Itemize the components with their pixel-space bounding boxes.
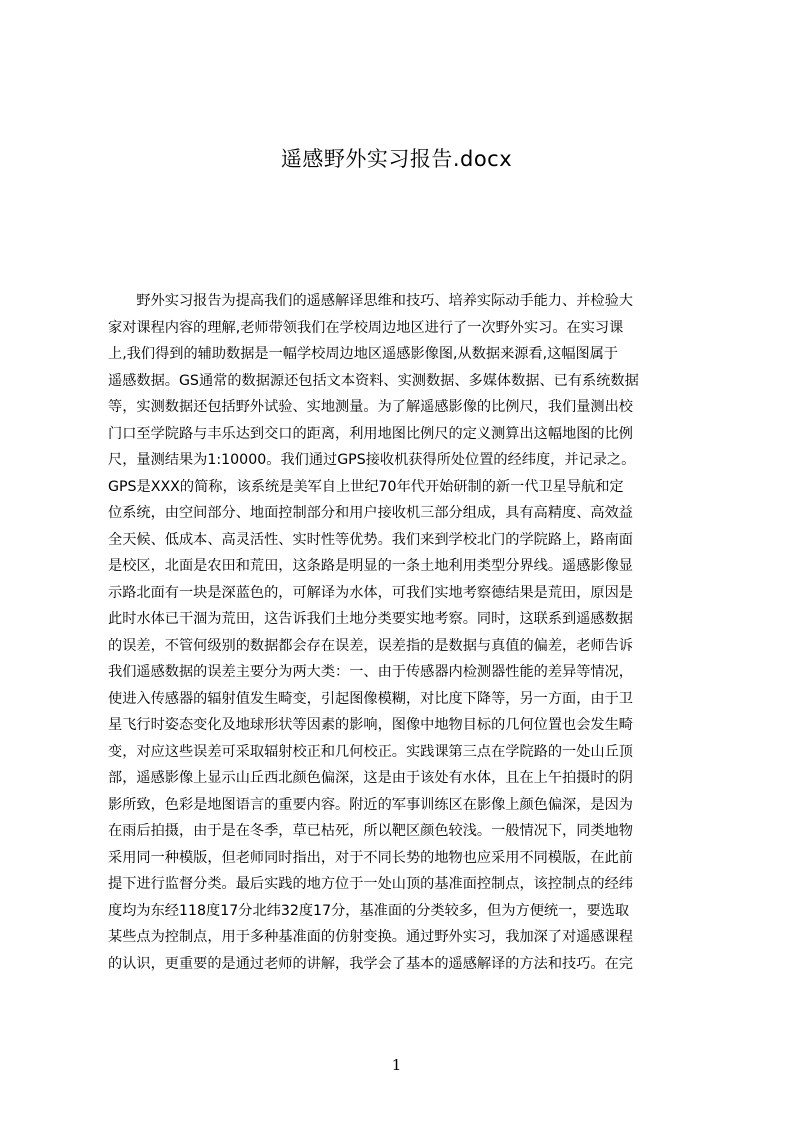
text-line: 部，遥感影像上显示山丘西北颜色偏深，这是由于该处有水体，且在上午拍摄时的阴 (108, 770, 633, 786)
text-line: 上,我们得到的辅助数据是一幅学校周边地区遥感影像图,从数据来源看,这幅图属于 (108, 346, 619, 362)
text-line: 野外实习报告为提高我们的遥感解译思维和技巧、培养实际动手能力、并检验大 (108, 293, 633, 309)
text-line: 的误差，不管何级别的数据都会存在误差，误差指的是数据与真值的偏差，老师告诉 (108, 637, 633, 654)
page-number: 1 (391, 1056, 402, 1074)
text-line: 变，对应这些误差可采取辐射校正和几何校正。实践课第三点在学院路的一处山丘顶 (108, 743, 633, 760)
text-line: 星飞行时姿态变化及地球形状等因素的影响，图像中地物目标的几何位置也会发生畸 (108, 717, 633, 733)
text-line: 度均为东经118度17分北纬32度17分，基准面的分类较多，但为方便统一，要选取 (108, 902, 630, 919)
text-line: 位系统，由空间部分、地面控制部分和用户接收机三部分组成，具有高精度、高效益 (108, 505, 633, 521)
text-line: 是校区，北面是农田和荒田，这条路是明显的一条土地利用类型分界线。遥感影像显 (108, 558, 633, 574)
text-line: 尺，量测结果为1:10000。我们通过GPS接收机获得所处位置的经纬度，并记录之。 (108, 452, 636, 468)
body-paragraph (108, 288, 696, 977)
text-line: 全天候、低成本、高灵活性、实时性等优势。我们来到学校北门的学院路上，路南面 (108, 531, 633, 548)
text-line: 使进入传感器的辐射值发生畸变，引起图像模糊，对比度下降等，另一方面，由于卫 (108, 690, 633, 707)
text-line: 家对课程内容的理解,老师带领我们在学校周边地区进行了一次野外实习。在实习课 (108, 319, 624, 336)
text-line: 门口至学院路与丰乐达到交口的距离，利用地图比例尺的定义测算出这幅地图的比例 (108, 425, 633, 442)
text-line: GPS是XXX的简称，该系统是美军自上世纪70年代开始研制的新一代卫星导航和定 (108, 478, 624, 495)
text-line: 此时水体已干涸为荒田，这告诉我们土地分类要实地考察。同时，这联系到遥感数据 (108, 611, 633, 627)
text-line: 我们遥感数据的误差主要分为两大类：一、由于传感器内检测器性能的差异等情况， (108, 664, 633, 680)
text-line: 遥感数据。GS通常的数据源还包括文本资料、实测数据、多媒体数据、已有系统数据 (108, 372, 639, 389)
text-line: 某些点为控制点，用于多种基准面的仿射变换。通过野外实习，我加深了对遥感课程 (108, 929, 633, 945)
text-line: 影所致，色彩是地图语言的重要内容。附近的军事训练区在影像上颜色偏深，是因为 (108, 796, 633, 813)
text-line: 的认识，更重要的是通过老师的讲解，我学会了基本的遥感解译的方法和技巧。在完 (108, 955, 633, 972)
text-line: 提下进行监督分类。最后实践的地方位于一处山顶的基准面控制点，该控制点的经纬 (108, 876, 633, 892)
text-line: 在雨后拍摄，由于是在冬季，草已枯死，所以靶区颜色较浅。一般情况下，同类地物 (108, 823, 633, 839)
text-line: 示路北面有一块是深蓝色的，可解译为水体，可我们实地考察德结果是荒田，原因是 (108, 584, 633, 601)
text-line: 等，实测数据还包括野外试验、实地测量。为了解遥感影像的比例尺，我们量测出校 (108, 399, 633, 415)
text-line: 采用同一种模版，但老师同时指出，对于不同长势的地物也应采用不同模版，在此前 (108, 849, 633, 866)
document-title: 遥感野外实习报告.docx (280, 147, 513, 171)
